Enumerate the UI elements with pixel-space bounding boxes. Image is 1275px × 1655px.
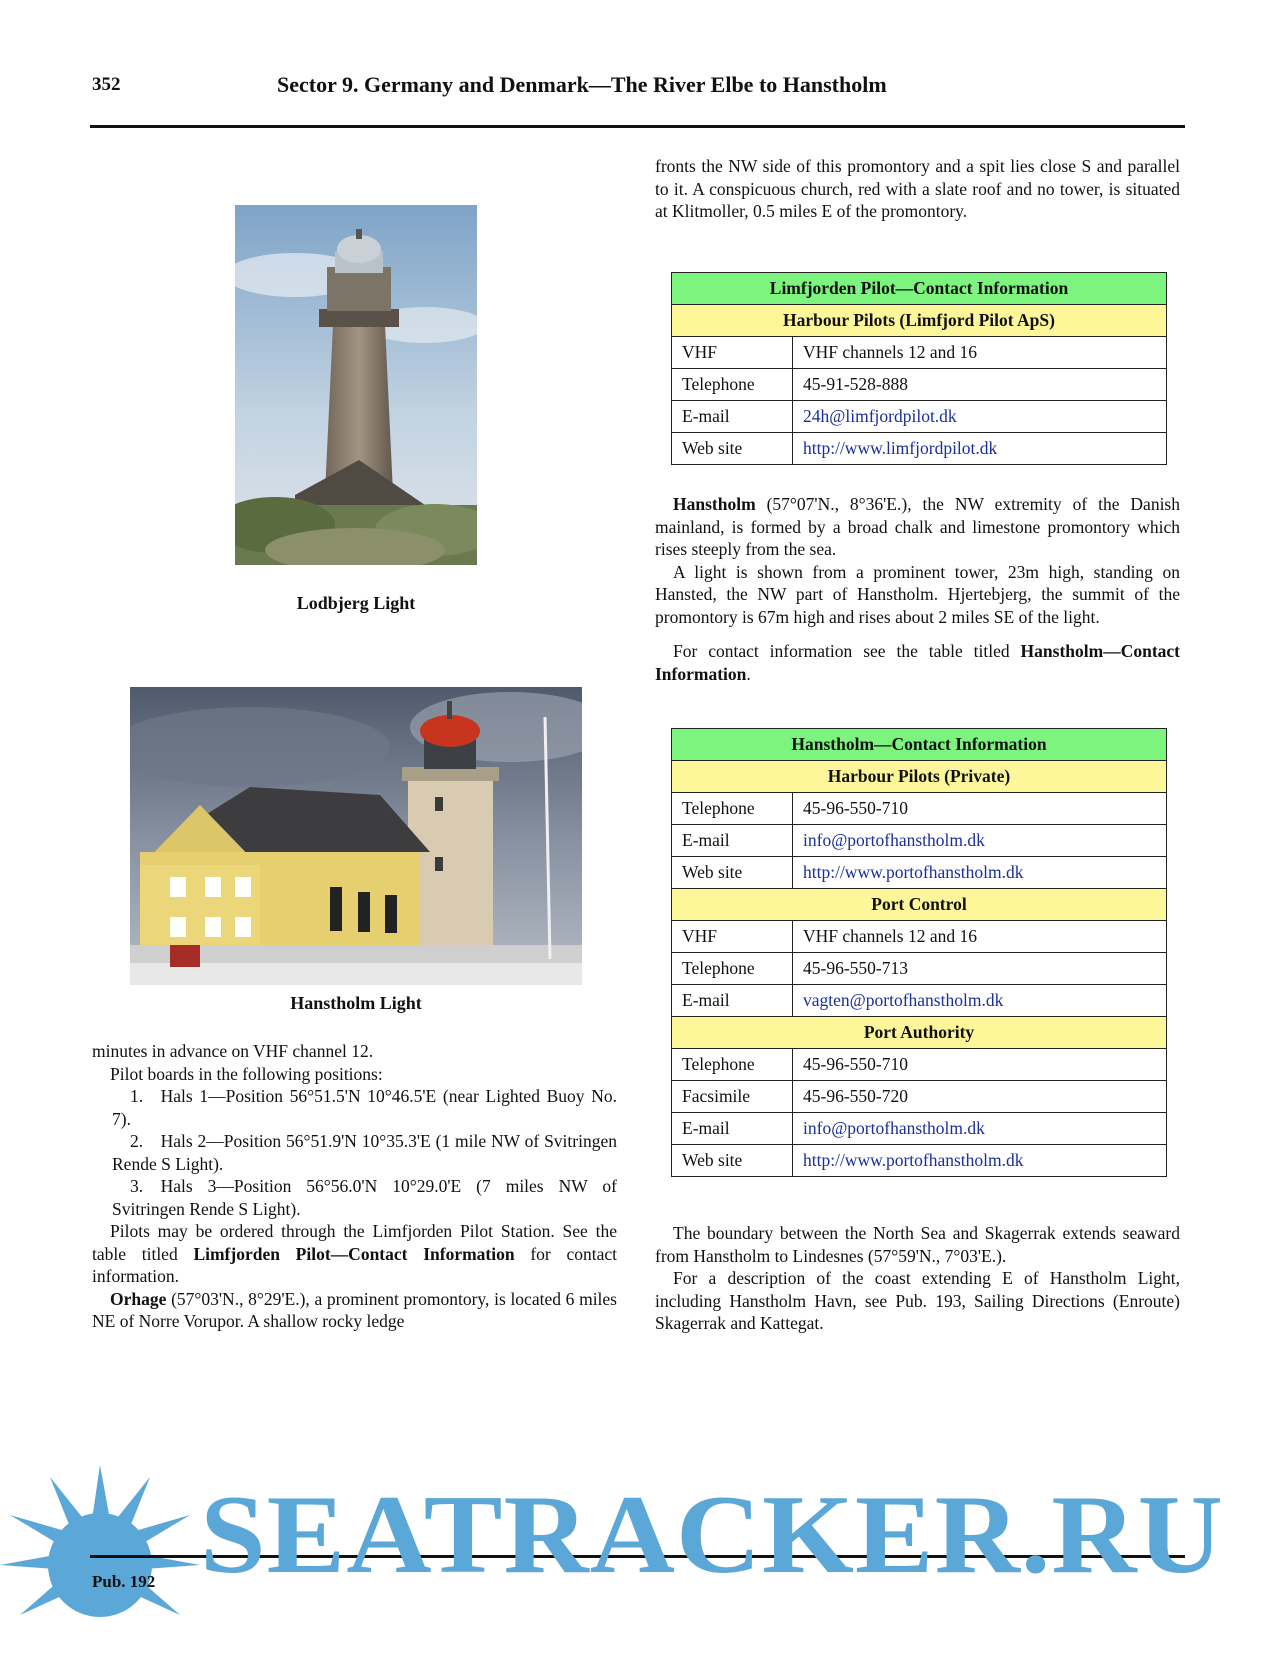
- paragraph: The boundary between the North Sea and Skagerrak extends seaward from Hanstholm to Lindesnes (57°59'N., 7°03'E.).: [655, 1223, 1180, 1266]
- left-column: [92, 1040, 617, 1333]
- table-section: Harbour Pilots (Limfjord Pilot ApS): [672, 305, 1167, 337]
- right-column-top: [655, 155, 1180, 223]
- table-row: VHF VHF channels 12 and 16: [672, 337, 1167, 369]
- email-link[interactable]: info@portofhanstholm.dk: [803, 1118, 985, 1138]
- table-row: Web site http://www.portofhanstholm.dk: [672, 1145, 1167, 1177]
- paragraph: A light is shown from a prominent tower, 23m high, standing on Hansted, the NW part of Hanstholm. Hjertebjerg, the summit of the promontory is 67m high and rises about 2 miles SE of the light.: [655, 561, 1180, 627]
- paragraph: fronts the NW side of this promontory and a spit lies close S and parallel to it. A conspicuous church, red with a slate roof and no tower, is situated at Klitmoller, 0.5 miles E of the promontory.: [655, 156, 1180, 221]
- table-row: Web site http://www.portofhanstholm.dk: [672, 857, 1167, 889]
- right-column-middle: [655, 493, 1180, 685]
- table-reference: Hanstholm—Contact Information: [655, 641, 1180, 684]
- right-column-bottom: [655, 1222, 1180, 1335]
- list-item: 1. Hals 1—Position 56°51.5'N 10°46.5'E (near Lighted Buoy No. 7).: [112, 1086, 617, 1129]
- email-link[interactable]: info@portofhanstholm.dk: [803, 830, 985, 850]
- hanstholm-caption: Hanstholm Light: [290, 993, 422, 1013]
- place-name: Orhage: [110, 1288, 167, 1309]
- paragraph: Orhage (57°03'N., 8°29'E.), a prominent promontory, is located 6 miles NE of Norre Vorupor. A shallow rocky ledge: [92, 1288, 617, 1331]
- paragraph: Pilots may be ordered through the Limfjorden Pilot Station. See the table titled Limfjorden Pilot—Contact Information for contact information.: [92, 1221, 617, 1286]
- lodbjerg-caption: Lodbjerg Light: [296, 593, 416, 613]
- table-row: Telephone 45-91-528-888: [672, 369, 1167, 401]
- table-row: E-mail 24h@limfjordpilot.dk: [672, 401, 1167, 433]
- table-row: Telephone 45-96-550-713: [672, 953, 1167, 985]
- table-row: E-mail info@portofhanstholm.dk: [672, 1113, 1167, 1145]
- list-item: 2. Hals 2—Position 56°51.9'N 10°35.3'E (1 mile NW of Svitringen Rende S Light).: [112, 1131, 617, 1174]
- table-row: E-mail vagten@portofhanstholm.dk: [672, 985, 1167, 1017]
- sun-logo-icon: [0, 1465, 200, 1655]
- email-link[interactable]: vagten@portofhanstholm.dk: [803, 990, 1004, 1010]
- watermark: SEATRACKER.RU: [200, 1472, 1224, 1597]
- header-rule: [90, 125, 1185, 128]
- table-row: Telephone 45-96-550-710: [672, 793, 1167, 825]
- website-link[interactable]: http://www.portofhanstholm.dk: [803, 862, 1024, 882]
- limfjorden-pilot-table: [671, 272, 1167, 465]
- lodbjerg-light-photo: [235, 205, 477, 565]
- table-reference: Limfjorden Pilot—Contact Information: [193, 1243, 515, 1264]
- hanstholm-contact-table: [671, 728, 1167, 1177]
- hanstholm-light-photo: [130, 687, 582, 985]
- paragraph: Hanstholm (57°07'N., 8°36'E.), the NW extremity of the Danish mainland, is formed by a broad chalk and limestone promontory which rises steeply from the sea.: [655, 494, 1180, 559]
- paragraph: Pilot boards in the following positions:: [110, 1063, 383, 1084]
- paragraph: minutes in advance on VHF channel 12.: [92, 1041, 374, 1061]
- paragraph: For contact information see the table titled Hanstholm—Contact Information.: [655, 641, 1180, 684]
- table-row: Web site http://www.limfjordpilot.dk: [672, 433, 1167, 465]
- table-row: E-mail info@portofhanstholm.dk: [672, 825, 1167, 857]
- publication-number: Pub. 192: [92, 1572, 156, 1591]
- list-item: 3. Hals 3—Position 56°56.0'N 10°29.0'E (7 miles NW of Svitringen Rende S Light).: [112, 1176, 617, 1219]
- table-title: Limfjorden Pilot—Contact Information: [672, 273, 1167, 305]
- table-section: Port Control: [672, 889, 1167, 921]
- website-link[interactable]: http://www.portofhanstholm.dk: [803, 1150, 1024, 1170]
- table-section: Harbour Pilots (Private): [672, 761, 1167, 793]
- paragraph: For a description of the coast extending E of Hanstholm Light, including Hanstholm Havn, see Pub. 193, Sailing Directions (Enroute) Skagerrak and Kattegat.: [655, 1268, 1180, 1333]
- email-link[interactable]: 24h@limfjordpilot.dk: [803, 406, 957, 426]
- table-row: Telephone 45-96-550-710: [672, 1049, 1167, 1081]
- table-row: VHF VHF channels 12 and 16: [672, 921, 1167, 953]
- table-row: Facsimile 45-96-550-720: [672, 1081, 1167, 1113]
- page-title: Sector 9. Germany and Denmark—The River Elbe to Hanstholm: [277, 72, 887, 97]
- place-name: Hanstholm: [673, 494, 756, 514]
- table-section: Port Authority: [672, 1017, 1167, 1049]
- page-number: 352: [92, 74, 121, 95]
- website-link[interactable]: http://www.limfjordpilot.dk: [803, 438, 998, 458]
- table-title: Hanstholm—Contact Information: [672, 729, 1167, 761]
